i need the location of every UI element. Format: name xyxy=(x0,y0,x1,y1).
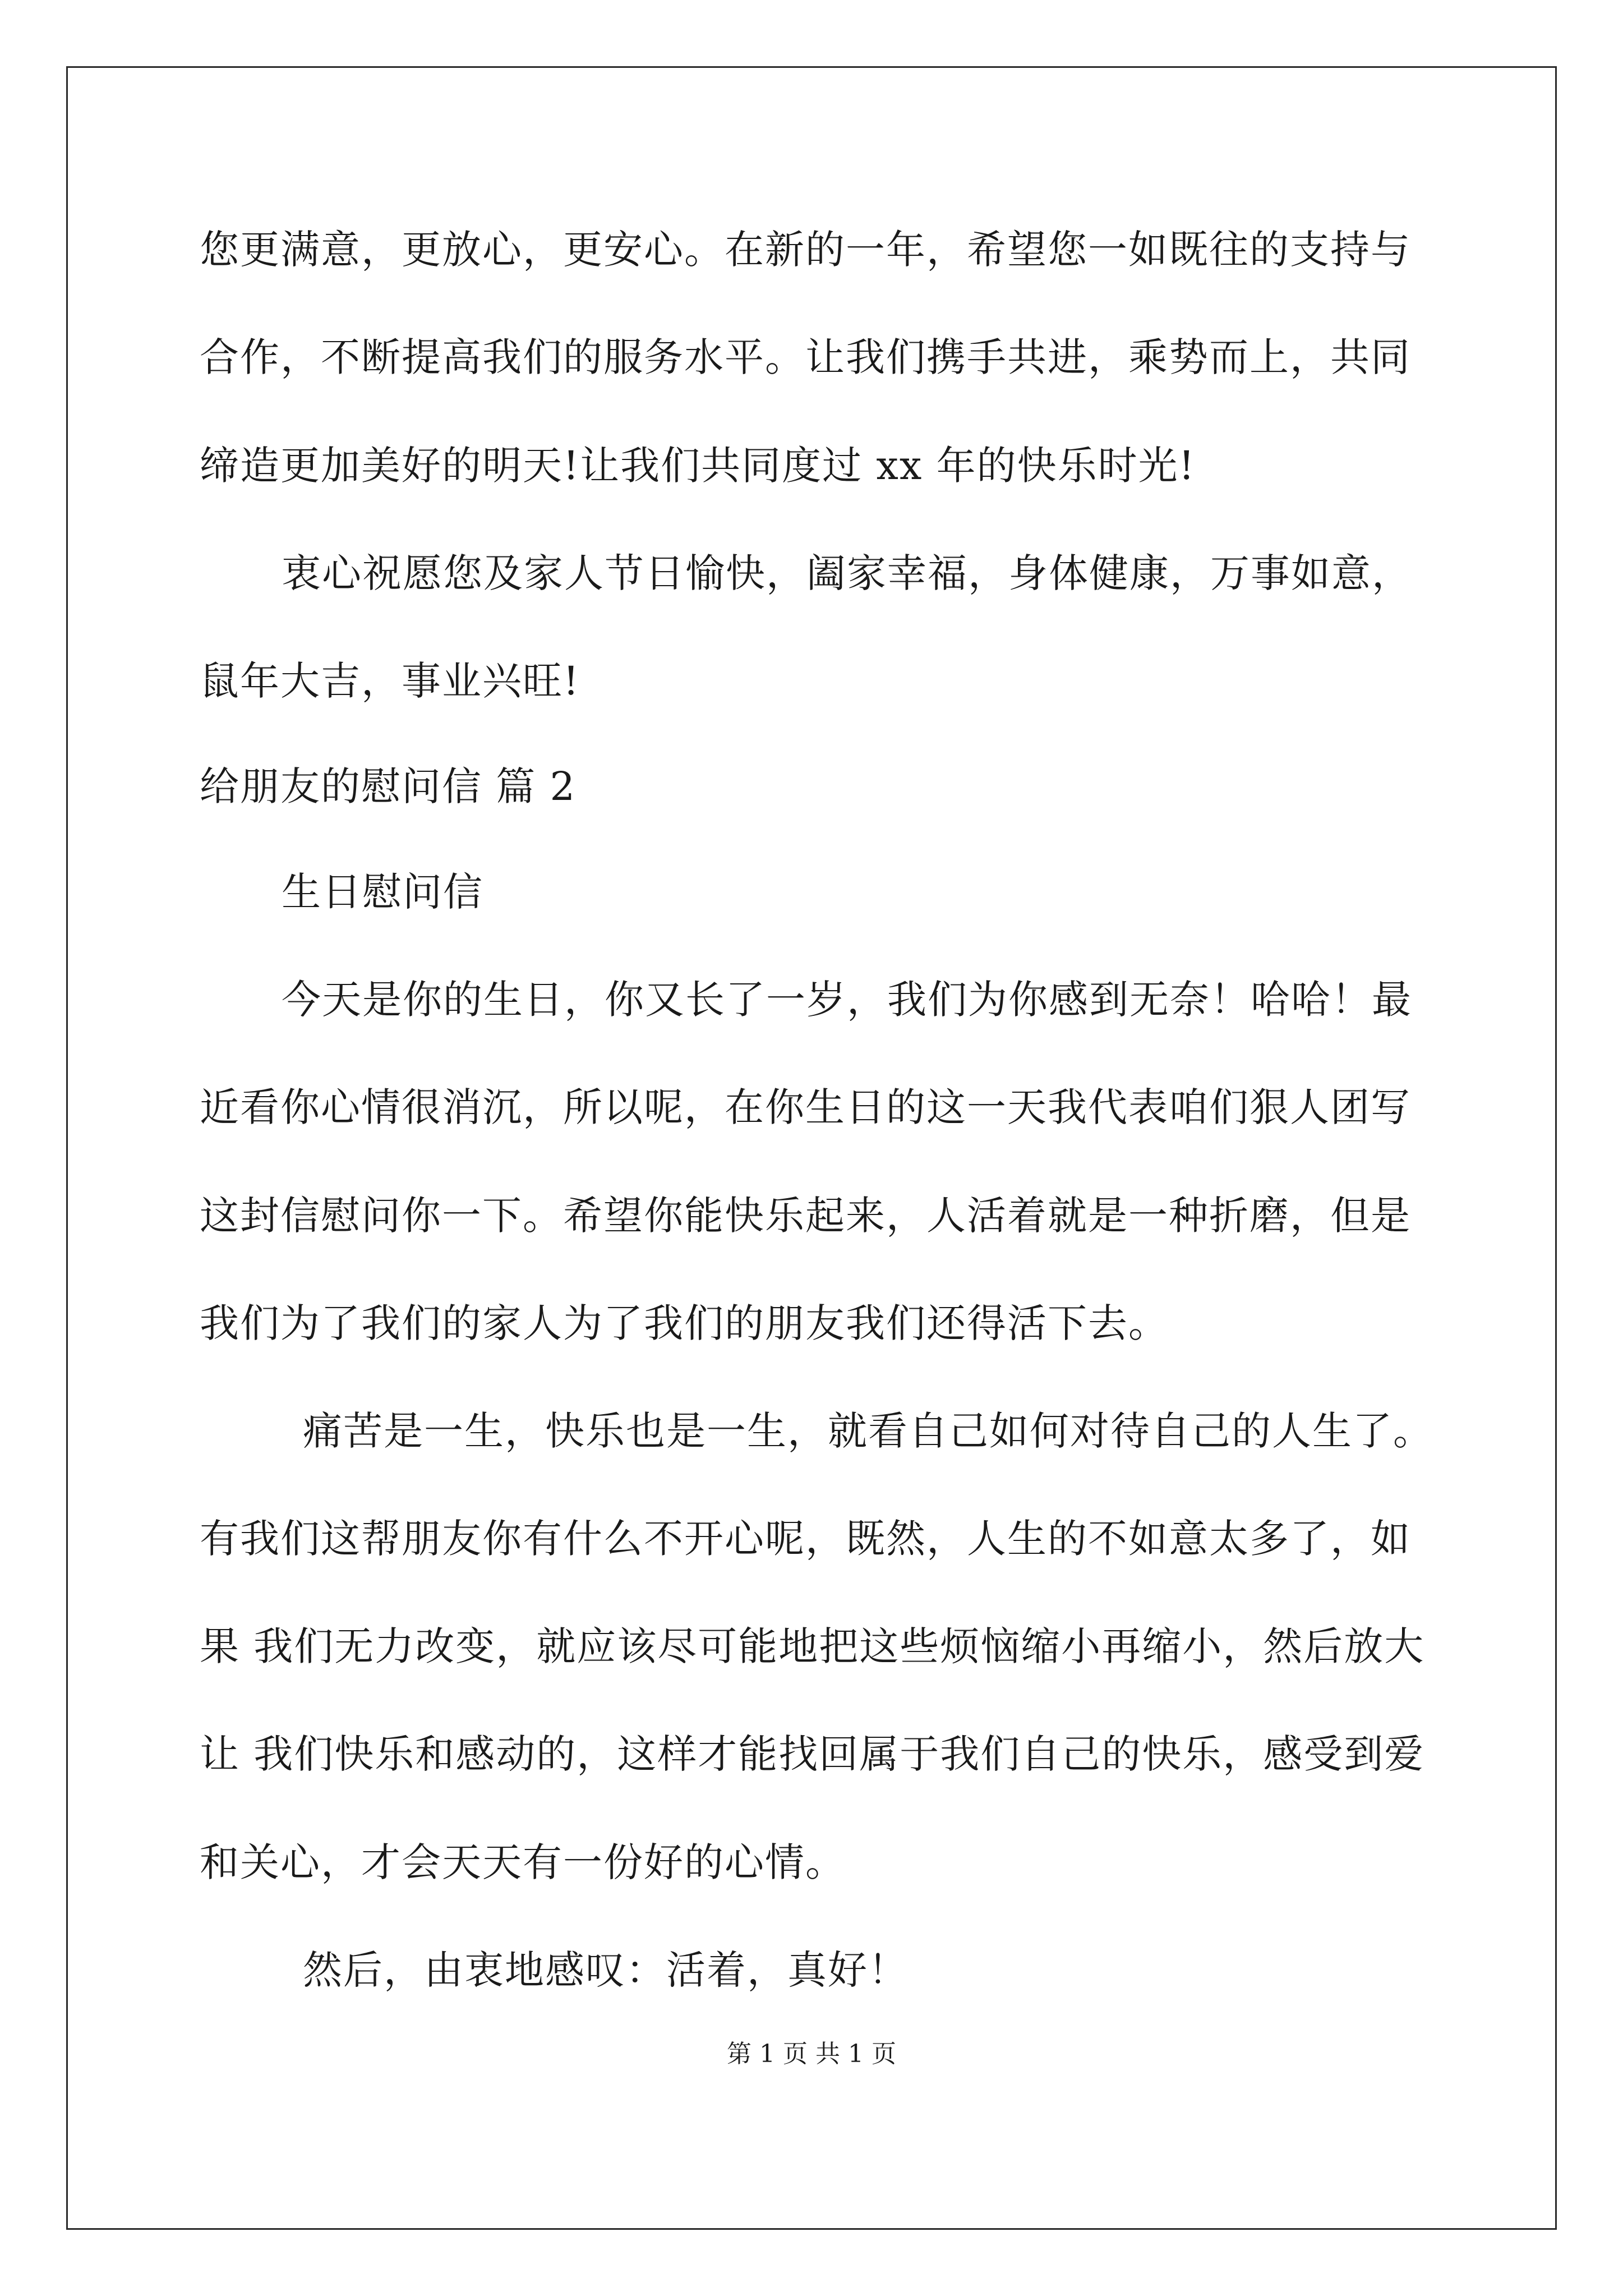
text-line-10: 这封信慰问你一下。希望你能快乐起来，人活着就是一种折磨，但是 xyxy=(200,1193,1411,1239)
text-line-4: 衷心祝愿您及家人节日愉快，阖家幸福，身体健康，万事如意， xyxy=(282,550,1412,596)
text-line-9: 近看你心情很消沉，所以呢，在你生日的这一天我代表咱们狠人团写 xyxy=(200,1084,1411,1130)
text-line-5: 鼠年大吉，事业兴旺! xyxy=(200,658,580,704)
letter-title: 生日慰问信 xyxy=(282,869,483,915)
section-heading: 给朋友的慰问信 篇 2 xyxy=(200,763,577,809)
text-line-15: 让 我们快乐和感动的，这样才能找回属于我们自己的快乐，感受到爱 xyxy=(200,1731,1425,1777)
page-border xyxy=(66,66,1557,2230)
text-line-11: 我们为了我们的家人为了我们的朋友我们还得活下去。 xyxy=(200,1300,1169,1346)
page-number-footer: 第 1 页 共 1 页 xyxy=(727,2040,896,2068)
text-line-16: 和关心，才会天天有一份好的心情。 xyxy=(200,1839,846,1885)
text-line-2: 合作，不断提高我们的服务水平。让我们携手共进，乘势而上，共同 xyxy=(200,334,1411,380)
text-line-13: 有我们这帮朋友你有什么不开心呢，既然，人生的不如意太多了，如 xyxy=(200,1516,1411,1562)
text-line-1: 您更满意，更放心，更安心。在新的一年，希望您一如既往的支持与 xyxy=(200,227,1411,273)
text-line-3: 缔造更加美好的明天!让我们共同度过 xx 年的快乐时光! xyxy=(200,443,1196,489)
text-line-8: 今天是你的生日，你又长了一岁，我们为你感到无奈！哈哈！最 xyxy=(282,977,1412,1023)
text-line-17: 然后，由衷地感叹：活着，真好！ xyxy=(303,1947,909,1993)
text-line-14: 果 我们无力改变，就应该尽可能地把这些烦恼缩小再缩小，然后放大 xyxy=(200,1623,1425,1669)
text-line-12: 痛苦是一生，快乐也是一生，就看自己如何对待自己的人生了。 xyxy=(303,1408,1433,1454)
